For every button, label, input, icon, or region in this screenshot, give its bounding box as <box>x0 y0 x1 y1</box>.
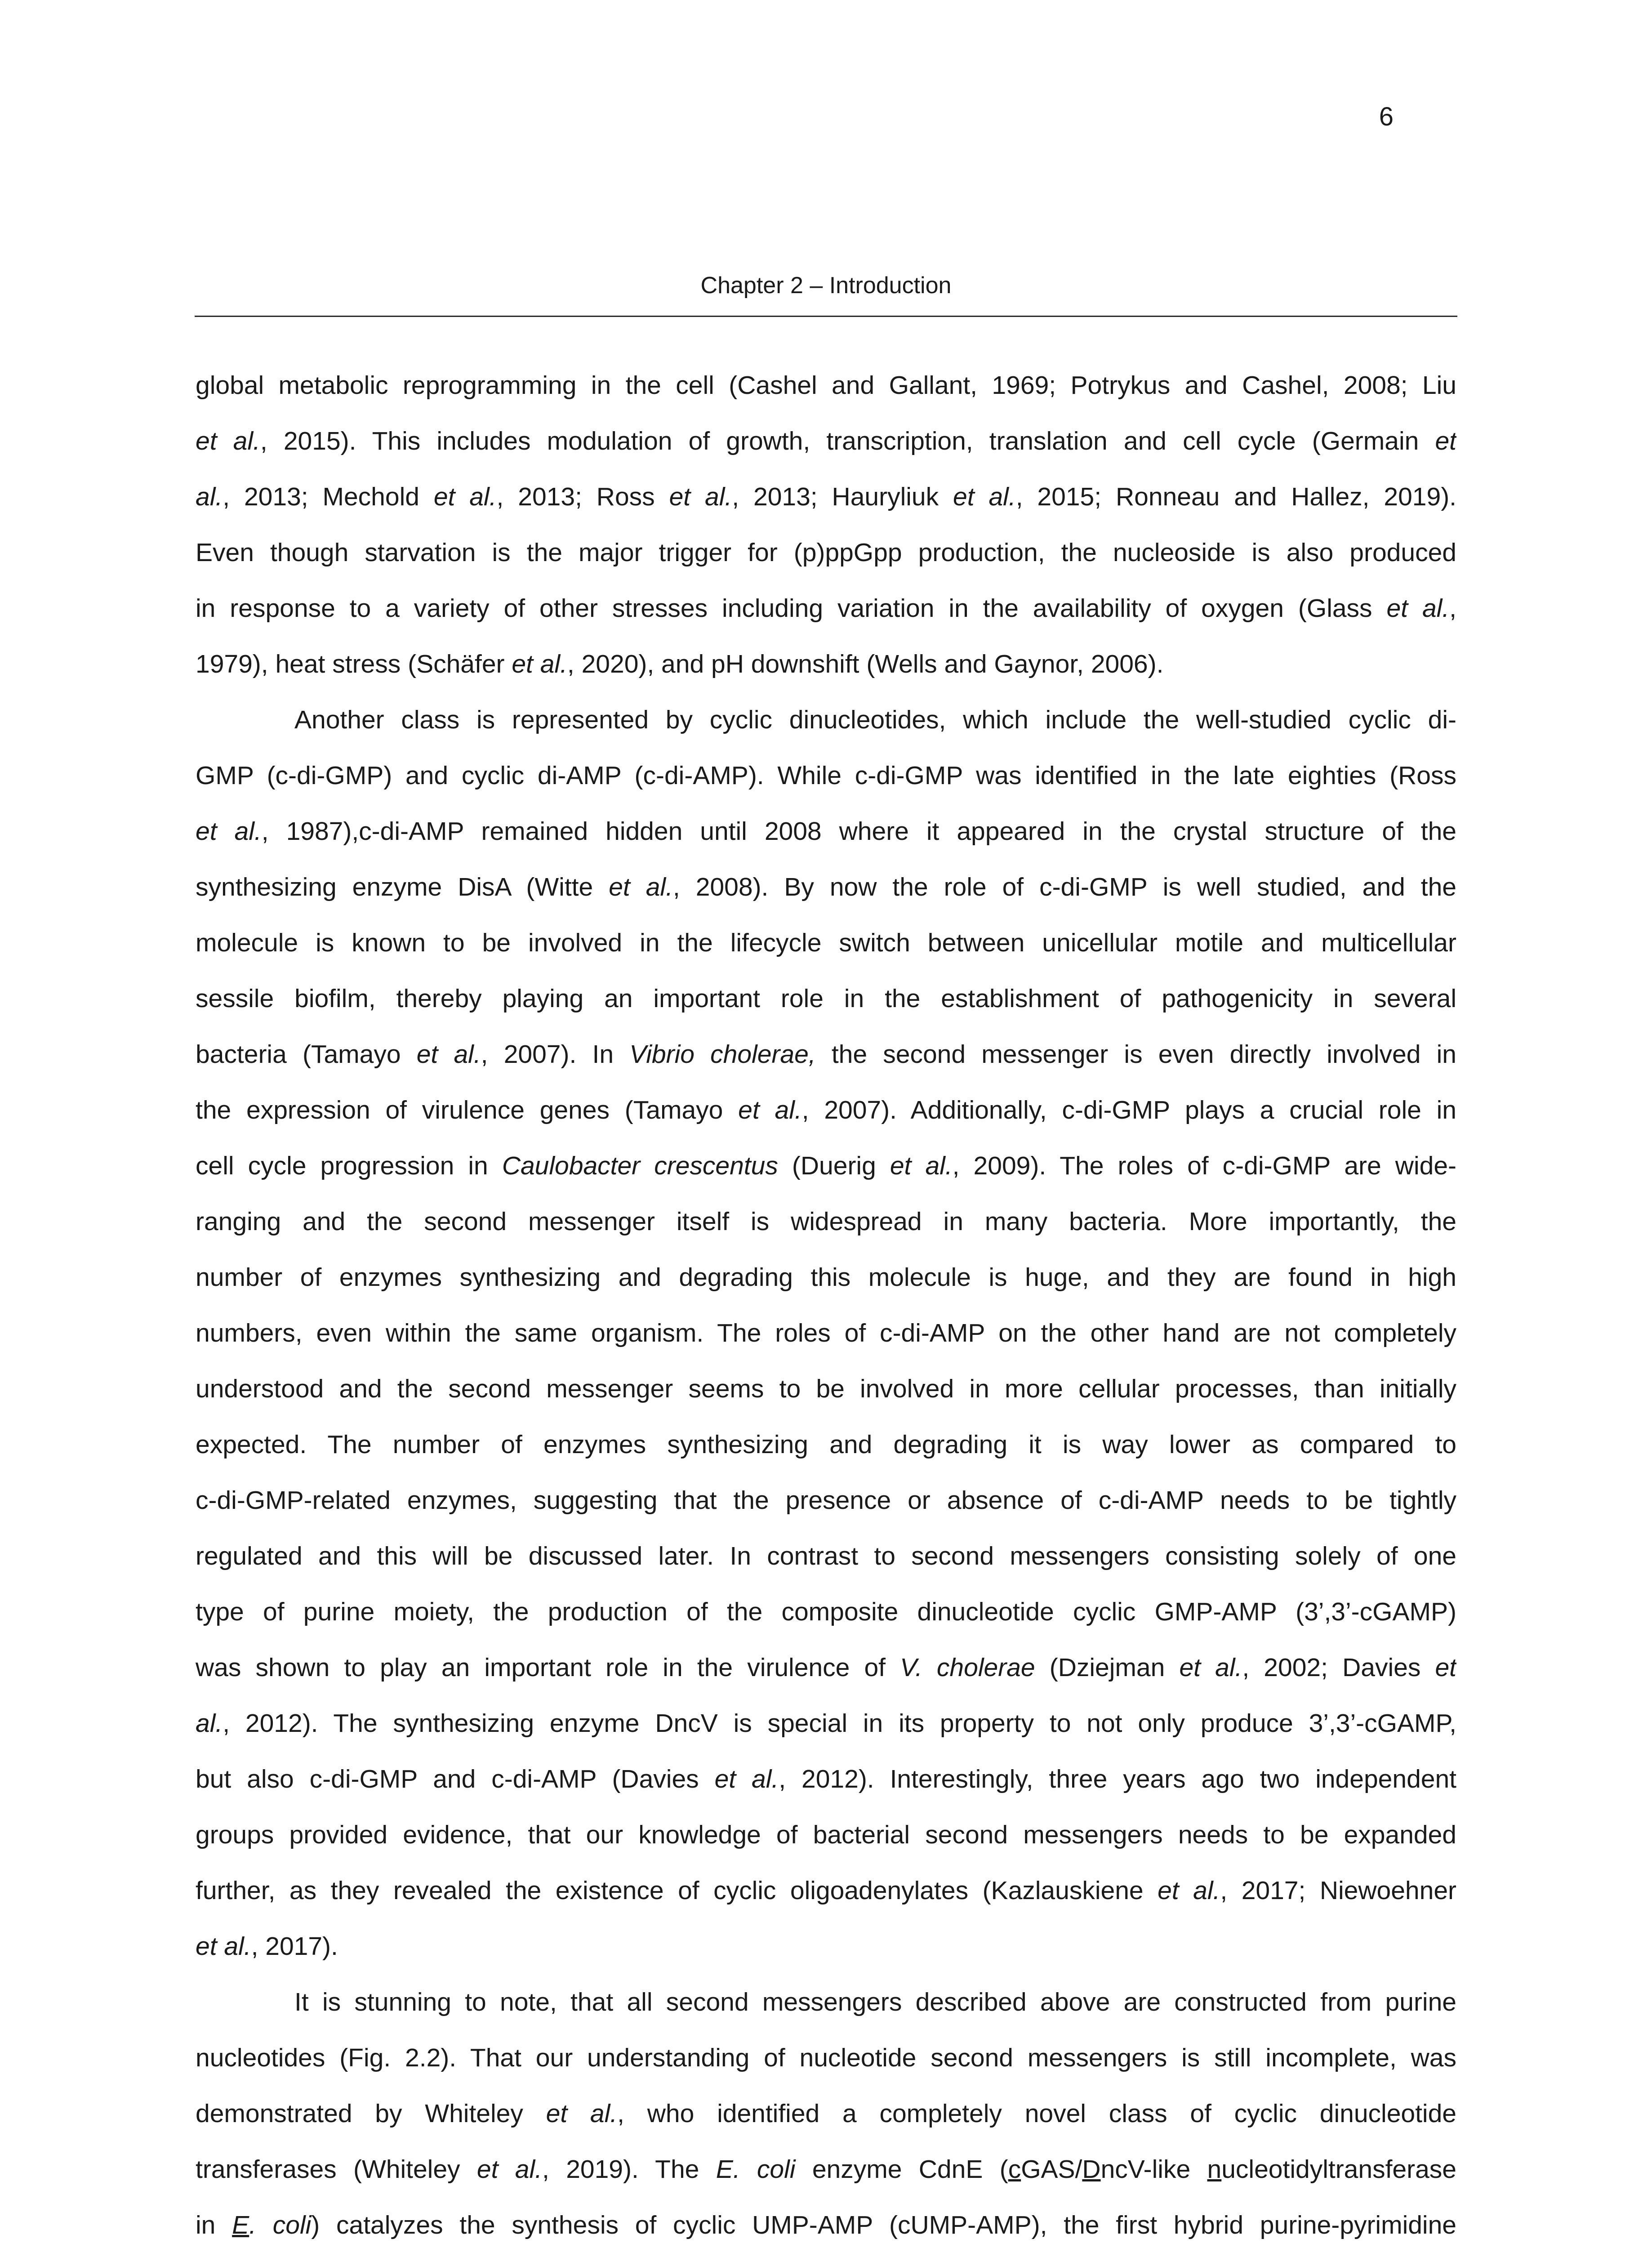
text-line: was shown to play an important role in the virulence of V. cholerae (Dziejman et al., 2002; Davies et <box>196 1653 1456 1682</box>
text-line: It is stunning to note, that all second messengers described above are constructed from purine <box>294 1988 1456 2016</box>
text-line: c-di-GMP-related enzymes, suggesting that the presence or absence of c-di-AMP needs to be tightly <box>196 1486 1456 1515</box>
text-line: cell cycle progression in Caulobacter crescentus (Duerig et al., 2009). The roles of c-di-GMP are wide- <box>196 1151 1456 1180</box>
text-line: groups provided evidence, that our knowledge of bacterial second messengers needs to be expanded <box>196 1820 1456 1849</box>
body-text <box>196 357 1456 2248</box>
text-line: number of enzymes synthesizing and degrading this molecule is huge, and they are found in high <box>196 1263 1456 1292</box>
text-line: et al., 1987),c-di-AMP remained hidden until 2008 where it appeared in the crystal structure of the <box>196 817 1456 846</box>
text-line: in response to a variety of other stresses including variation in the availability of oxygen (Glass et al., <box>196 594 1456 623</box>
text-line: further, as they revealed the existence of cyclic oligoadenylates (Kazlauskiene et al., 2017; Niewoehner <box>196 1876 1456 1905</box>
text-line: molecule is known to be involved in the lifecycle switch between unicellular motile and multicellular <box>196 928 1456 957</box>
text-line: demonstrated by Whiteley et al., who identified a completely novel class of cyclic dinucleotide <box>196 2099 1456 2128</box>
text-line: al., 2013; Mechold et al., 2013; Ross et al., 2013; Hauryliuk et al., 2015; Ronneau and Hallez, 2019). <box>196 482 1456 511</box>
text-line: the expression of virulence genes (Tamayo et al., 2007). Additionally, c-di-GMP plays a crucial role in <box>196 1096 1456 1124</box>
text-line: type of purine moiety, the production of the composite dinucleotide cyclic GMP-AMP (3’,3’-cGAMP) <box>196 1597 1456 1626</box>
text-line: but also c-di-GMP and c-di-AMP (Davies et al., 2012). Interestingly, three years ago two independent <box>196 1765 1456 1793</box>
text-line: Another class is represented by cyclic dinucleotides, which include the well-studied cyclic di- <box>294 705 1456 734</box>
text-line: 1979), heat stress (Schäfer et al., 2020), and pH downshift (Wells and Gaynor, 2006). <box>196 650 1164 678</box>
text-line: al., 2012). The synthesizing enzyme DncV is special in its property to not only produce 3’,3’-cGAMP, <box>196 1709 1456 1738</box>
text-line: understood and the second messenger seems to be involved in more cellular processes, than initially <box>196 1374 1456 1403</box>
text-line: in E. coli) catalyzes the synthesis of cyclic UMP-AMP (cUMP-AMP), the first hybrid purine-pyrimidine <box>196 2211 1456 2239</box>
text-line: et al., 2015). This includes modulation of growth, transcription, translation and cell cycle (Germain et <box>196 427 1456 455</box>
running-header: Chapter 2 – Introduction <box>700 272 952 299</box>
text-line: global metabolic reprogramming in the cell (Cashel and Gallant, 1969; Potrykus and Cashel, 2008; Liu <box>196 371 1456 400</box>
page-number: 6 <box>1379 102 1394 131</box>
text-line: expected. The number of enzymes synthesizing and degrading it is way lower as compared to <box>196 1430 1456 1459</box>
text-line: bacteria (Tamayo et al., 2007). In Vibrio cholerae, the second messenger is even directly involved in <box>196 1040 1456 1069</box>
text-line: synthesizing enzyme DisA (Witte et al., 2008). By now the role of c-di-GMP is well studied, and the <box>196 873 1456 901</box>
text-line: et al., 2017). <box>196 1932 338 1961</box>
text-line: ranging and the second messenger itself is widespread in many bacteria. More importantly, the <box>196 1207 1456 1236</box>
text-line: transferases (Whiteley et al., 2019). The E. coli enzyme CdnE (cGAS/DncV-like nucleotidyltransferase <box>196 2155 1456 2184</box>
text-line: regulated and this will be discussed later. In contrast to second messengers consisting solely of one <box>196 1542 1456 1570</box>
text-line: GMP (c-di-GMP) and cyclic di-AMP (c-di-AMP). While c-di-GMP was identified in the late eighties (Ross <box>196 761 1456 790</box>
text-line: Even though starvation is the major trigger for (p)ppGpp production, the nucleoside is also produced <box>196 538 1456 567</box>
header-rule <box>195 316 1457 317</box>
text-line: nucleotides (Fig. 2.2). That our understanding of nucleotide second messengers is still incomplete, was <box>196 2043 1456 2072</box>
text-line: sessile biofilm, thereby playing an important role in the establishment of pathogenicity in several <box>196 984 1456 1013</box>
text-line: numbers, even within the same organism. The roles of c-di-AMP on the other hand are not completely <box>196 1319 1456 1347</box>
